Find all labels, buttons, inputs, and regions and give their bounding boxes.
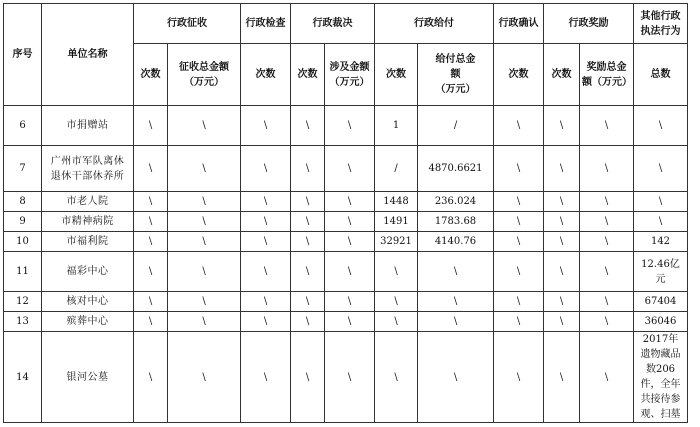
cell-seq: 10 [4,232,42,252]
cell: / [418,106,494,146]
cell-seq: 6 [4,106,42,146]
header-other-line-2: 执法行为 [640,25,681,37]
header-ruling-amount-line-1: 涉及金额 [329,61,370,73]
cell: \ [241,106,291,146]
cell: \ [325,312,375,332]
cell: \ [291,252,325,292]
header-levy: 行政征收 [134,4,241,44]
cell-seq: 9 [4,212,42,232]
cell: \ [325,252,375,292]
cell: \ [325,292,375,312]
header-ruling: 行政裁决 [291,4,375,44]
table-row [4,212,688,232]
table-row [4,292,688,312]
cell: \ [134,146,168,192]
cell: \ [291,232,325,252]
header-other-enforcement [634,4,688,44]
admin-enforcement-table [3,3,688,423]
cell: \ [241,292,291,312]
cell: \ [291,312,325,332]
cell: \ [580,312,634,332]
cell: \ [325,192,375,212]
cell-seq: 12 [4,292,42,312]
cell: \ [634,146,688,192]
cell: \ [291,212,325,232]
cell: \ [494,232,544,252]
cell: \ [134,252,168,292]
cell: \ [580,192,634,212]
header-confirm: 行政确认 [494,4,544,44]
cell: \ [168,192,241,212]
cell: \ [168,312,241,332]
cell-other-line-4: 件，全年 [640,379,681,390]
cell-other-line-3: 数206 [645,364,676,375]
cell: \ [544,292,580,312]
cell: \ [241,232,291,252]
cell: \ [325,332,375,423]
cell: \ [544,106,580,146]
cell: \ [580,332,634,423]
cell: \ [634,106,688,146]
cell: \ [134,192,168,212]
cell: \ [375,312,418,332]
cell-other-line-1: 2017年 [642,334,679,345]
cell-unit-name-line-2: 退休干部休养所 [50,170,125,182]
header-payment-amount [418,44,494,106]
cell-seq: 13 [4,312,42,332]
cell-unit-name: 银河公墓 [42,332,134,423]
cell: \ [168,146,241,192]
cell: \ [494,192,544,212]
cell-unit-name: 市福利院 [42,232,134,252]
header-other-line-1: 其他行政 [640,10,681,22]
header-levy-amount-line-2: （万元） [184,76,224,88]
header-reward-count: 次数 [544,44,580,106]
cell: \ [580,212,634,232]
cell: \ [580,252,634,292]
header-seq: 序号 [4,4,42,106]
cell: 142 [634,232,688,252]
cell: \ [241,192,291,212]
cell: \ [134,332,168,423]
cell: 36046 [634,312,688,332]
header-payment: 行政给付 [375,4,494,44]
cell: \ [544,146,580,192]
cell: 32921 [375,232,418,252]
cell-unit-name: 市老人院 [42,192,134,212]
cell: \ [168,292,241,312]
cell: / [375,146,418,192]
cell: \ [418,252,494,292]
cell: \ [291,292,325,312]
cell: \ [494,146,544,192]
cell: 236.024 [418,192,494,212]
cell-unit-name: 市精神病院 [42,212,134,232]
cell: \ [544,232,580,252]
header-ruling-amount [325,44,375,106]
cell: \ [134,312,168,332]
header-levy-amount [168,44,241,106]
cell: \ [544,312,580,332]
cell: \ [544,332,580,423]
header-payment-count: 次数 [375,44,418,106]
header-pay-amount-line-3: （万元） [435,84,476,95]
cell: \ [291,192,325,212]
cell: \ [634,192,688,212]
cell-unit-name: 福彩中心 [42,252,134,292]
header-other-total: 总数 [634,44,688,106]
header-reward: 行政奖励 [544,4,634,44]
cell: \ [418,292,494,312]
header-inspect-count: 次数 [241,44,291,106]
cell-unit-name: 市捐赠站 [42,106,134,146]
cell-other-line-2: 遗物藏品 [640,349,681,360]
header-unit-name: 单位名称 [42,4,134,106]
cell: \ [241,312,291,332]
cell: \ [375,252,418,292]
cell-other-total [634,332,688,423]
table-row [4,252,688,292]
cell: \ [134,232,168,252]
table-row [4,332,688,423]
cell: \ [291,106,325,146]
table-row [4,106,688,146]
header-confirm-count: 次数 [494,44,544,106]
cell: \ [168,332,241,423]
cell: \ [580,146,634,192]
cell-unit-name [42,146,134,192]
cell: \ [168,252,241,292]
cell-other-line-5: 共接待参 [640,394,681,405]
cell: \ [580,232,634,252]
cell: \ [241,212,291,232]
header-reward-amount-line-1: 奖励总金 [586,61,627,73]
cell-seq: 7 [4,146,42,192]
cell: \ [241,252,291,292]
cell: 67404 [634,292,688,312]
cell: \ [494,332,544,423]
cell-unit-name: 核对中心 [42,292,134,312]
header-pay-amount-line-2: 额 [450,69,461,80]
table-row [4,312,688,332]
cell: \ [168,232,241,252]
header-inspect: 行政检查 [241,4,291,44]
cell: \ [325,146,375,192]
cell: 4870.6621 [418,146,494,192]
cell: 1783.68 [418,212,494,232]
cell: \ [634,212,688,232]
cell: \ [580,106,634,146]
cell: \ [418,332,494,423]
cell: 1 [375,106,418,146]
cell: \ [494,312,544,332]
cell: \ [325,106,375,146]
cell: \ [134,212,168,232]
cell: \ [241,146,291,192]
header-levy-count: 次数 [134,44,168,106]
cell-seq: 8 [4,192,42,212]
cell: \ [134,106,168,146]
cell: \ [134,292,168,312]
cell-other-line-1: 12.46亿 [641,258,680,270]
cell: \ [494,106,544,146]
cell: \ [494,252,544,292]
cell: \ [418,312,494,332]
cell: \ [544,212,580,232]
header-pay-amount-line-1: 给付总金 [435,54,476,65]
cell: \ [291,146,325,192]
cell: \ [494,292,544,312]
table-row [4,146,688,192]
header-ruling-amount-line-2: （万元） [329,76,370,88]
header-reward-amount [580,44,634,106]
table-row [4,192,688,212]
cell: \ [494,212,544,232]
cell: 1448 [375,192,418,212]
cell-other-line-2: 元 [655,273,666,285]
cell: 4140.76 [418,232,494,252]
header-ruling-count: 次数 [291,44,325,106]
cell-unit-name-line-1: 广州市军队离休 [50,155,125,167]
cell-other-line-6: 观、扫墓 [640,409,681,420]
header-levy-amount-line-1: 征收总金额 [179,61,229,73]
cell-seq: 11 [4,252,42,292]
cell: \ [325,212,375,232]
header-reward-amount-line-2: 额（万元） [582,76,632,88]
cell: \ [291,332,325,423]
cell-unit-name: 殡葬中心 [42,312,134,332]
cell: \ [375,332,418,423]
cell-other-total [634,252,688,292]
table-row [4,232,688,252]
cell: \ [241,332,291,423]
cell: \ [544,192,580,212]
cell: 1491 [375,212,418,232]
cell-seq: 14 [4,332,42,423]
cell: \ [168,212,241,232]
cell: \ [375,292,418,312]
cell: \ [544,252,580,292]
cell: \ [325,232,375,252]
cell: \ [580,292,634,312]
cell: \ [168,106,241,146]
